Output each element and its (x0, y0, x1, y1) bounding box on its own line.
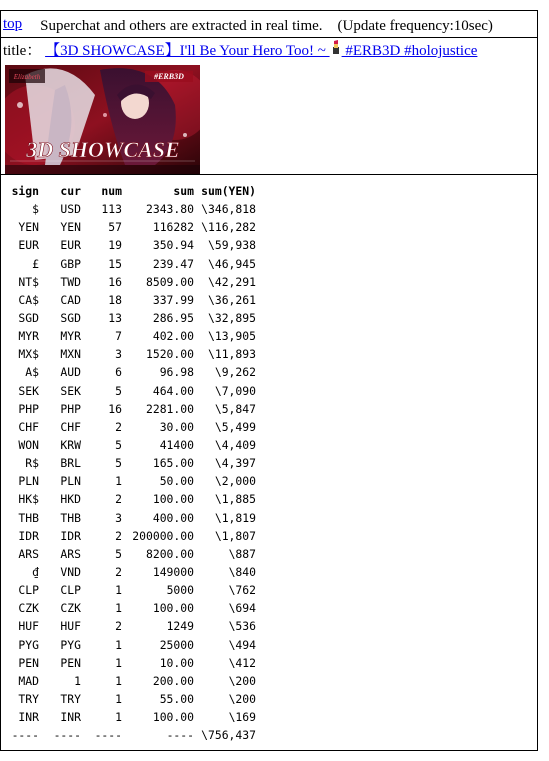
cell-num: 5 (115, 438, 122, 453)
table-row (11, 218, 256, 236)
cell-cur: GBP (60, 256, 81, 271)
cell-sum-yen: \4,397 (214, 456, 256, 471)
cell-sign: CZK (18, 601, 39, 616)
cell-sum-yen: \32,895 (207, 311, 256, 326)
cell-cur: BRL (60, 456, 81, 471)
cell-sign: THB (18, 510, 39, 525)
cell-sum: 10.00 (159, 655, 194, 670)
cell-sum-yen: \1,885 (214, 492, 256, 507)
cell-cur: AUD (60, 365, 81, 380)
cell-sign: INR (18, 710, 39, 725)
cell-num: 16 (108, 401, 122, 416)
table-row (11, 291, 256, 309)
cell-num: 7 (115, 329, 122, 344)
cell-sum-yen: \42,291 (207, 274, 256, 289)
cell-num: 3 (115, 510, 122, 525)
cell-sum-yen: \36,261 (207, 292, 256, 307)
video-title-text: 【3D SHOWCASE】I'll Be Your Hero Too! ~ (45, 43, 330, 59)
cell-num: 2 (115, 419, 122, 434)
cell-sign: R$ (25, 456, 39, 471)
cell-sign: YEN (18, 220, 39, 235)
cell-sum: 50.00 (159, 474, 194, 489)
cell-sign: TRY (18, 692, 39, 706)
header-num: num (101, 184, 122, 199)
cell-cur: SEK (60, 383, 81, 398)
cell-sum-yen: \9,262 (214, 365, 256, 380)
cell-sum-yen: \2,000 (214, 474, 256, 489)
header-row (1, 11, 537, 38)
header-sum-yen: sum(YEN) (201, 184, 256, 199)
table-row (11, 363, 256, 381)
cell-sum-yen: \1,819 (214, 510, 256, 525)
table-row (11, 690, 256, 708)
cell-cur: SGD (60, 311, 81, 326)
cell-num: 5 (115, 383, 122, 398)
cell-sign: EUR (18, 238, 39, 253)
cell-cur: MXN (60, 347, 81, 362)
cell-num: 3 (115, 347, 122, 362)
table-header-row (11, 182, 256, 200)
cell-sum: 200.00 (152, 673, 194, 688)
cell-sum-yen: \11,893 (207, 347, 256, 362)
cell-sum-yen: \762 (228, 583, 256, 598)
cell-sign: HK$ (18, 492, 39, 507)
cell-sum: 200000.00 (132, 528, 194, 543)
video-title-link[interactable] (45, 43, 477, 59)
top-link[interactable]: top (3, 15, 23, 32)
cell-sum: 100.00 (152, 601, 194, 616)
cell-num: 5 (115, 546, 122, 561)
cell-cur: PYG (60, 637, 81, 652)
cell-num: 1 (115, 655, 122, 670)
header-cur: cur (60, 184, 81, 199)
cell-sign: ₫ (32, 565, 39, 580)
table-row (11, 617, 256, 635)
cell-sign: PEN (18, 655, 39, 670)
cell-sum: 337.99 (152, 292, 194, 307)
cell-sign: $ (32, 202, 39, 217)
cell-sign: PHP (18, 401, 39, 416)
table-row (11, 418, 256, 436)
cell-sign: WON (18, 438, 39, 453)
cell-sum-yen: \5,847 (214, 401, 256, 416)
cell-sum-yen: \346,818 (201, 202, 256, 217)
cell-num: 1 (115, 637, 122, 652)
cell-sum: 1520.00 (145, 347, 194, 362)
cell-sign: SGD (18, 311, 39, 326)
cell-sum: 350.94 (152, 238, 194, 253)
table-row (11, 436, 256, 454)
table-row (11, 654, 256, 672)
header-sum: sum (173, 184, 194, 199)
cell-sum: 116282 (152, 220, 194, 235)
cell-sign: MAD (18, 673, 39, 688)
realtime-notice: Superchat and others are extracted in real time. (Update frequency:10sec) (40, 17, 493, 34)
cell-sum-yen: \46,945 (207, 256, 256, 271)
cell-sum: 1249 (166, 619, 194, 634)
cell-cur: MYR (60, 329, 81, 344)
cell-num: 15 (108, 256, 122, 271)
table-row (11, 672, 256, 690)
cell-cur: USD (60, 202, 81, 217)
cell-num: 5 (115, 456, 122, 471)
cell-sum-yen: \494 (228, 637, 256, 652)
table-row (11, 309, 256, 327)
cell-cur: YEN (60, 220, 81, 235)
cell-cur: HKD (60, 492, 81, 507)
cell-sign: A$ (25, 365, 39, 380)
cell-sum-yen: \1,807 (214, 528, 256, 543)
table-row (11, 509, 256, 527)
cell-sum: 8200.00 (145, 546, 194, 561)
cell-num: 2 (115, 492, 122, 507)
cell-cur: INR (60, 710, 81, 725)
table-row (11, 581, 256, 599)
cell-sign: IDR (18, 528, 39, 543)
cell-num: 18 (108, 292, 122, 307)
superchat-table-row (1, 175, 537, 750)
cell-sum-yen: \116,282 (201, 220, 256, 235)
table-row (11, 400, 256, 418)
cell-cur: TWD (60, 274, 81, 289)
cell-sum-yen: \887 (228, 546, 256, 561)
cell-sum: 400.00 (152, 510, 194, 525)
cell-num: 57 (108, 220, 122, 235)
cell-sign: HUF (18, 619, 39, 634)
table-row (11, 599, 256, 617)
cell-sign: NT$ (18, 274, 39, 289)
total-sign: ---- (11, 728, 39, 743)
cell-sign: CLP (18, 583, 39, 598)
cell-num: 1 (115, 474, 122, 489)
cell-sum: 30.00 (159, 419, 194, 434)
table-row (11, 327, 256, 345)
table-row (11, 527, 256, 545)
cell-sum-yen: \694 (228, 601, 256, 616)
cell-num: 13 (108, 311, 122, 326)
superchat-table (11, 182, 256, 744)
cell-sign: MX$ (18, 347, 39, 362)
cell-num: 19 (108, 238, 122, 253)
cell-sum: 2343.80 (145, 202, 194, 217)
thumbnail-corner-logo: Elizabeth (13, 73, 41, 81)
cell-sign: £ (32, 256, 39, 271)
table-row (11, 382, 256, 400)
cell-sum: 149000 (152, 565, 194, 580)
cell-num: 1 (115, 601, 122, 616)
cell-num: 1 (115, 673, 122, 688)
video-thumbnail[interactable] (5, 65, 200, 174)
title-label: title： (3, 43, 42, 59)
cell-num: 6 (115, 365, 122, 380)
cell-sign: CHF (18, 419, 39, 434)
table-row (11, 563, 256, 581)
cell-sum-yen: \536 (228, 619, 256, 634)
cell-sum-yen: \59,938 (207, 238, 256, 253)
title-line (3, 40, 537, 62)
table-row (11, 200, 256, 218)
cell-sum: 464.00 (152, 383, 194, 398)
cell-sign: SEK (18, 383, 39, 398)
thumbnail-logo: 3D SHOWCASE (26, 137, 180, 162)
cell-sign: MYR (18, 329, 39, 344)
cell-cur: HUF (60, 619, 81, 634)
cell-sum-yen: \4,409 (214, 438, 256, 453)
cell-sum: 5000 (166, 583, 194, 598)
cell-sum: 239.47 (152, 256, 194, 271)
table-row (11, 236, 256, 254)
cell-sum: 100.00 (152, 710, 194, 725)
total-cur: ---- (53, 728, 81, 743)
cell-cur: ARS (60, 546, 81, 561)
cell-cur: 1 (74, 673, 81, 688)
header-sign: sign (11, 184, 39, 199)
cell-cur: CAD (60, 292, 81, 307)
cell-sum-yen: \200 (228, 673, 256, 688)
cell-cur: PHP (60, 401, 81, 416)
cell-sum: 286.95 (152, 311, 194, 326)
cell-cur: CHF (60, 419, 81, 434)
cell-sum-yen: \169 (228, 710, 256, 725)
cell-cur: PLN (60, 474, 81, 489)
superchat-frame (0, 10, 538, 751)
cell-sum: 2281.00 (145, 401, 194, 416)
cell-sum-yen: \13,905 (207, 329, 256, 344)
table-row (11, 255, 256, 273)
lipstick-icon (330, 40, 342, 55)
cell-sum: 96.98 (159, 365, 194, 380)
cell-num: 2 (115, 565, 122, 580)
cell-cur: CLP (60, 583, 81, 598)
cell-sum: 41400 (159, 438, 194, 453)
cell-sign: PLN (18, 474, 39, 489)
cell-cur: TRY (60, 692, 81, 706)
total-num: ---- (94, 728, 122, 743)
cell-num: 2 (115, 528, 122, 543)
cell-cur: THB (60, 510, 81, 525)
table-row (11, 636, 256, 654)
cell-sum-yen: \840 (228, 565, 256, 580)
cell-num: 2 (115, 619, 122, 634)
cell-sign: ARS (18, 546, 39, 561)
cell-num: 1 (115, 583, 122, 598)
cell-num: 1 (115, 710, 122, 725)
cell-sum-yen: \412 (228, 655, 256, 670)
cell-sum: 100.00 (152, 492, 194, 507)
cell-cur: EUR (60, 238, 81, 253)
cell-sign: CA$ (18, 292, 39, 307)
table-row (11, 490, 256, 508)
table-row (11, 345, 256, 363)
cell-sum: 25000 (159, 637, 194, 652)
cell-sum-yen: \200 (228, 692, 256, 706)
table-total-row (11, 726, 256, 744)
cell-cur: VND (60, 565, 81, 580)
cell-sum: 55.00 (159, 692, 194, 706)
table-row (11, 273, 256, 291)
table-row (11, 708, 256, 726)
table-body (11, 200, 256, 726)
total-sum: ---- (166, 728, 194, 743)
title-row (1, 38, 537, 175)
cell-sum: 165.00 (152, 456, 194, 471)
thumbnail-tag: #ERB3D (154, 72, 184, 81)
cell-sum: 402.00 (152, 329, 194, 344)
cell-num: 16 (108, 274, 122, 289)
cell-cur: IDR (60, 528, 81, 543)
cell-cur: KRW (60, 438, 81, 453)
cell-num: 113 (101, 202, 122, 217)
table-row (11, 545, 256, 563)
cell-sign: PYG (18, 637, 39, 652)
total-sum-yen: \756,437 (201, 728, 256, 743)
cell-sum-yen: \5,499 (214, 419, 256, 434)
cell-sum: 8509.00 (145, 274, 194, 289)
video-hashtags: #ERB3D #holojustice (341, 43, 478, 59)
table-row (11, 454, 256, 472)
cell-num: 1 (115, 692, 122, 706)
table-row (11, 472, 256, 490)
cell-sum-yen: \7,090 (214, 383, 256, 398)
cell-cur: PEN (60, 655, 81, 670)
cell-cur: CZK (60, 601, 81, 616)
